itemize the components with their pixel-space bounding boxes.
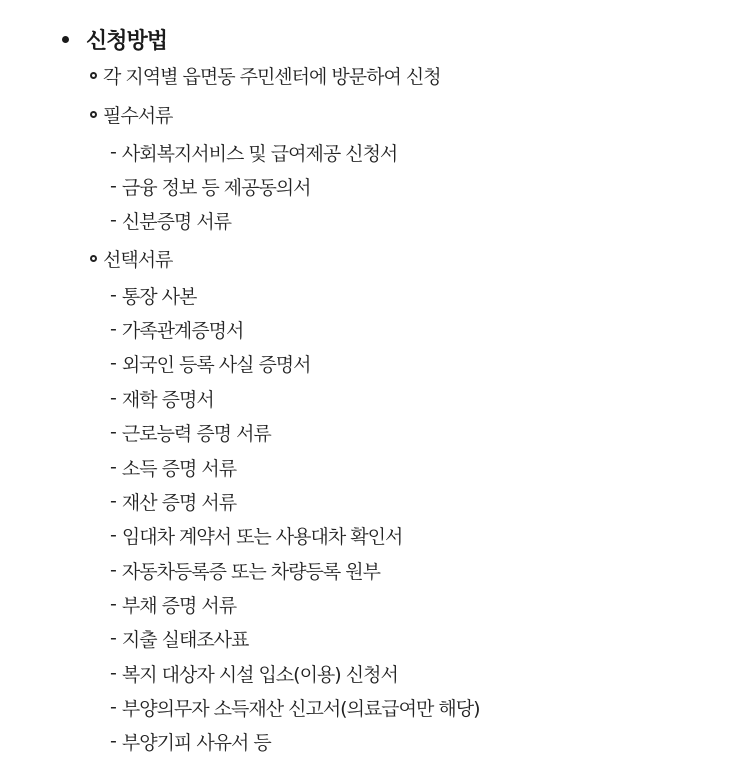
list-item: [110, 555, 380, 585]
optional-docs-label: 선택서류: [103, 248, 173, 271]
dash-icon: -: [110, 627, 116, 649]
dash-icon: -: [110, 593, 116, 615]
list-item-text: 소득 증명 서류: [121, 457, 237, 480]
dash-icon: -: [110, 387, 116, 409]
list-item: [110, 589, 236, 619]
list-item: [110, 623, 248, 653]
list-item-text: 외국인 등록 사실 증명서: [121, 353, 311, 376]
dash-icon: -: [110, 209, 116, 231]
list-item-text: 지출 실태조사표: [121, 628, 249, 651]
list-item: [110, 658, 398, 688]
circle-bullet-icon: [90, 255, 97, 262]
list-item: [110, 137, 397, 167]
dash-icon: -: [110, 141, 116, 163]
bullet-icon: [62, 36, 69, 43]
method-item: [90, 60, 441, 90]
dash-icon: -: [110, 175, 116, 197]
list-item: [110, 280, 196, 310]
list-item: [110, 205, 231, 235]
list-item: [110, 520, 402, 550]
optional-docs-heading: [90, 243, 172, 273]
section-title: 신청방법: [86, 28, 168, 54]
list-item-text: 재학 증명서: [121, 388, 214, 411]
dash-icon: -: [110, 524, 116, 546]
dash-icon: -: [110, 318, 116, 340]
dash-icon: -: [110, 662, 116, 684]
list-item-text: 부채 증명 서류: [121, 594, 237, 617]
section-heading: [62, 22, 167, 56]
list-item-text: 부양기피 사유서 등: [121, 731, 271, 754]
required-docs-heading: [90, 99, 172, 129]
list-item: [110, 348, 311, 378]
list-item: [110, 314, 243, 344]
dash-icon: -: [110, 730, 116, 752]
dash-icon: -: [110, 456, 116, 478]
list-item-text: 신분증명 서류: [121, 210, 232, 233]
list-item: [110, 171, 311, 201]
list-item-text: 복지 대상자 시설 입소(이용) 신청서: [121, 663, 398, 686]
list-item: [110, 452, 236, 482]
dash-icon: -: [110, 490, 116, 512]
dash-icon: -: [110, 284, 116, 306]
list-item-text: 근로능력 증명 서류: [121, 422, 271, 445]
method-text: 각 지역별 읍면동 주민센터에 방문하여 신청: [103, 65, 441, 88]
list-item-text: 통장 사본: [121, 285, 197, 308]
circle-bullet-icon: [90, 72, 97, 79]
list-item: [110, 692, 480, 722]
list-item-text: 사회복지서비스 및 급여제공 신청서: [121, 142, 398, 165]
list-item-text: 가족관계증명서: [121, 319, 244, 342]
list-item: [110, 486, 236, 516]
list-item-text: 부양의무자 소득재산 신고서(의료급여만 해당): [121, 697, 480, 720]
list-item: [110, 726, 271, 756]
list-item-text: 금융 정보 등 제공동의서: [121, 176, 311, 199]
list-item: [110, 417, 271, 447]
list-item: [110, 383, 214, 413]
required-docs-label: 필수서류: [103, 104, 173, 127]
dash-icon: -: [110, 352, 116, 374]
dash-icon: -: [110, 696, 116, 718]
list-item-text: 재산 증명 서류: [121, 491, 237, 514]
dash-icon: -: [110, 421, 116, 443]
list-item-text: 임대차 계약서 또는 사용대차 확인서: [121, 525, 403, 548]
dash-icon: -: [110, 559, 116, 581]
list-item-text: 자동차등록증 또는 차량등록 원부: [121, 560, 380, 583]
circle-bullet-icon: [90, 111, 97, 118]
